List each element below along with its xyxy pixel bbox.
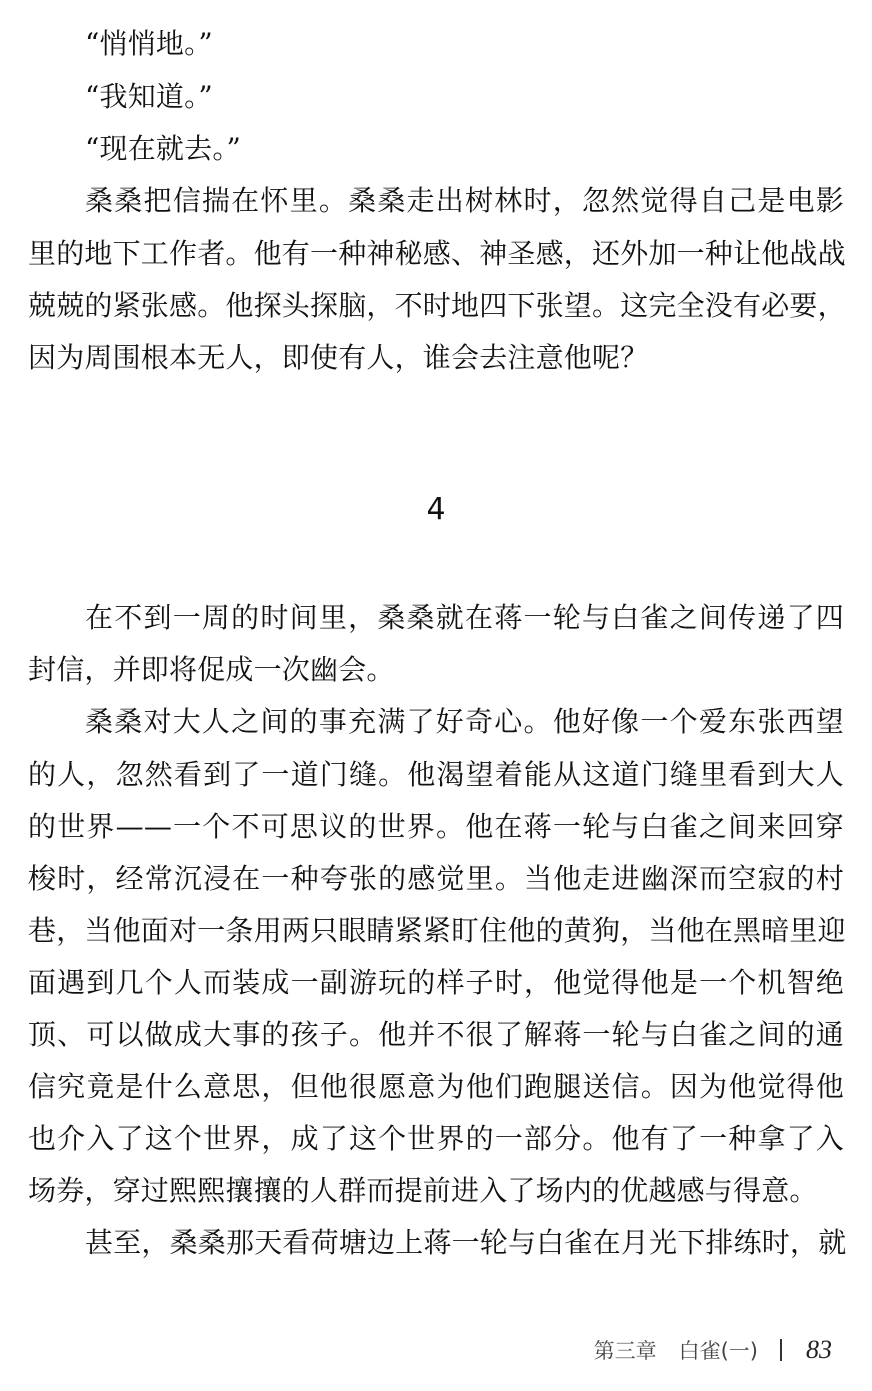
dialogue-line: “现在就去。” <box>85 132 242 165</box>
text-line: 信究竟是什么意思，但他很愿意为他们跑腿送信。因为他觉得他 <box>28 1070 844 1103</box>
chapter-title: 白雀(一) <box>678 1339 758 1363</box>
text-line: 顶、可以做成大事的孩子。他并不很了解蒋一轮与白雀之间的通 <box>28 1018 844 1051</box>
text-line: 场券，穿过熙熙攘攘的人群而提前进入了场内的优越感与得意。 <box>28 1174 818 1207</box>
chapter-label: 第三章 <box>593 1339 657 1363</box>
dialogue-line: “我知道。” <box>85 80 213 113</box>
text-line: 的人，忽然看到了一道门缝。他渴望着能从这道门缝里看到大人 <box>28 758 844 791</box>
text-line: 的世界——一个不可思议的世界。他在蒋一轮与白雀之间来回穿 <box>28 810 844 843</box>
dialogue-line: “悄悄地。” <box>85 27 213 60</box>
text-line: 兢兢的紧张感。他探头探脑，不时地四下张望。这完全没有必要， <box>28 289 846 322</box>
page-footer <box>594 1334 832 1366</box>
text-line: 梭时，经常沉浸在一种夸张的感觉里。当他走进幽深而空寂的村 <box>28 862 844 895</box>
text-line: 面遇到几个人而装成一副游玩的样子时，他觉得他是一个机智绝 <box>28 966 844 999</box>
text-line: 桑桑把信揣在怀里。桑桑走出树林时，忽然觉得自己是电影 <box>85 184 844 217</box>
footer-divider <box>780 1339 782 1361</box>
text-line: 因为周围根本无人，即使有人，谁会去注意他呢？ <box>28 341 649 374</box>
text-line: 桑桑对大人之间的事充满了好奇心。他好像一个爱东张西望 <box>85 705 844 738</box>
section-number: 4 <box>426 492 446 527</box>
text-line: 甚至，桑桑那天看荷塘边上蒋一轮与白雀在月光下排练时，就 <box>85 1226 847 1259</box>
text-line: 里的地下工作者。他有一种神秘感、神圣感，还外加一种让他战战 <box>28 237 846 270</box>
text-line: 在不到一周的时间里，桑桑就在蒋一轮与白雀之间传递了四 <box>85 601 844 634</box>
text-line: 封信，并即将促成一次幽会。 <box>28 653 395 686</box>
text-line: 也介入了这个世界，成了这个世界的一部分。他有了一种拿了入 <box>28 1122 844 1155</box>
text-line: 巷，当他面对一条用两只眼睛紧紧盯住他的黄狗，当他在黑暗里迎 <box>28 914 846 947</box>
page-number: 83 <box>806 1335 832 1364</box>
